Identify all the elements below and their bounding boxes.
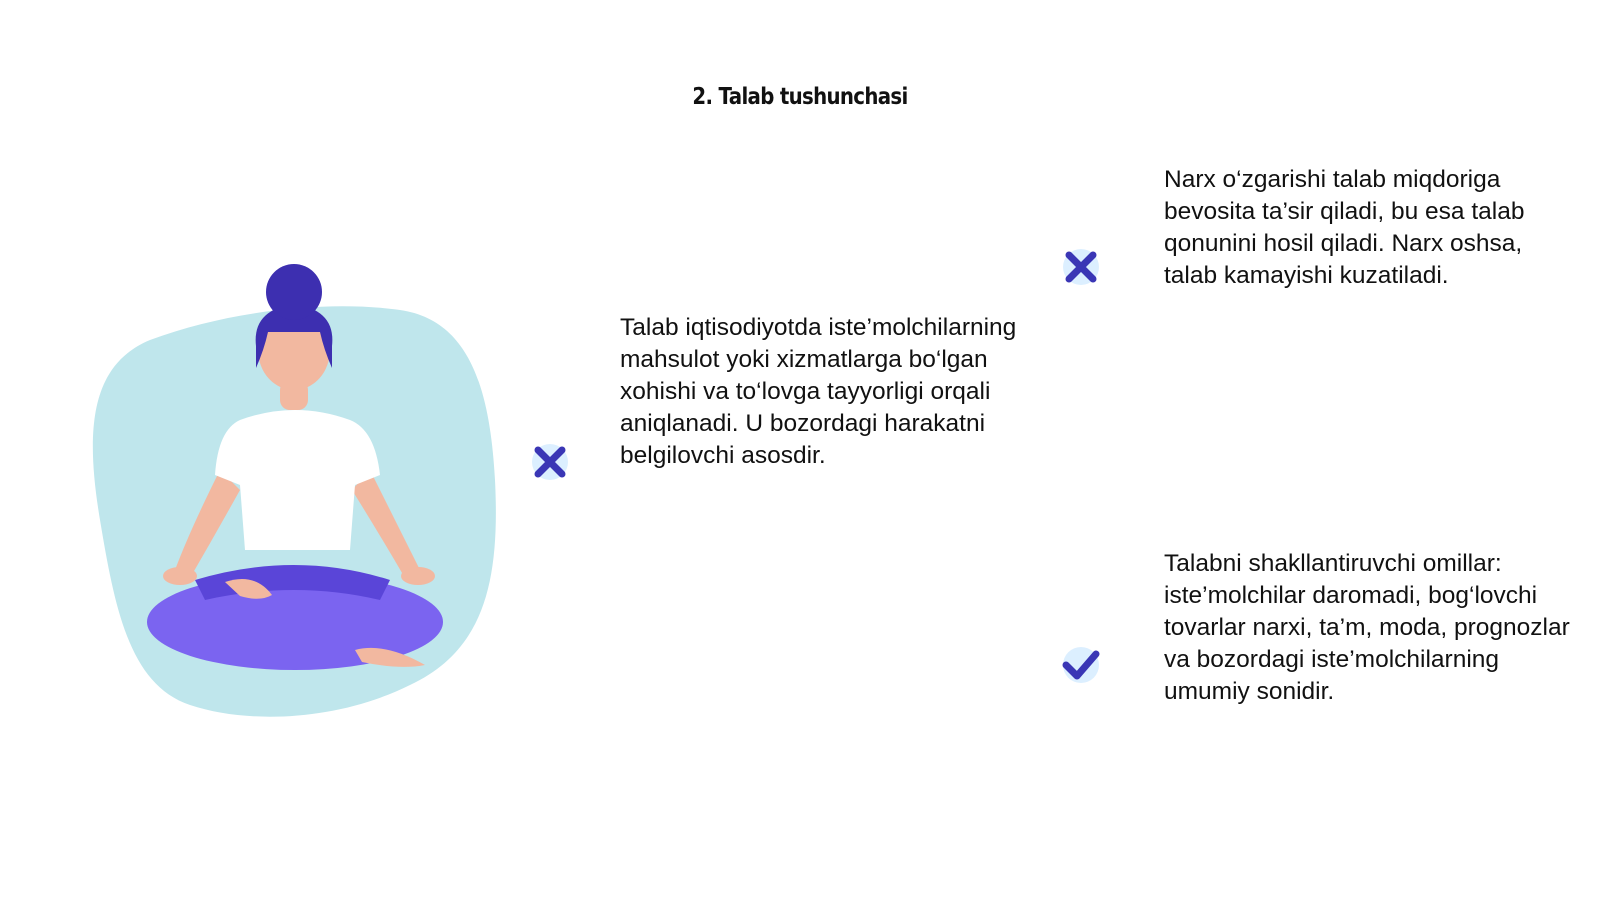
meditation-illustration <box>80 250 520 750</box>
point-text-1: Talab iqtisodiyotda iste’molchilarning mahsulot yoki xizmatlarga bo‘lgan xohishi va to‘lovga tayyorligi orqali aniqlanadi. U bozordagi harakatni belgilovchi asosdir. <box>620 314 1017 469</box>
check-icon <box>1058 642 1104 688</box>
cross-icon <box>1058 244 1104 290</box>
hair-bun <box>266 264 322 320</box>
cross-icon <box>527 439 573 485</box>
point-text-3: Talabni shakllantiruvchi omillar: iste’molchilar daromadi, bog‘lovchi tovarlar narxi, ta’m, moda, prognozlar va bozordagi iste’molchilarning umumiy sonidir. <box>1164 550 1570 705</box>
slide-title: 2. Talab tushunchasi <box>692 84 908 110</box>
point-text-2: Narx o‘zgarishi talab miqdoriga bevosita ta’sir qiladi, bu esa talab qonunini hosil qiladi. Narx oshsa, talab kamayishi kuzatiladi. <box>1164 166 1525 289</box>
